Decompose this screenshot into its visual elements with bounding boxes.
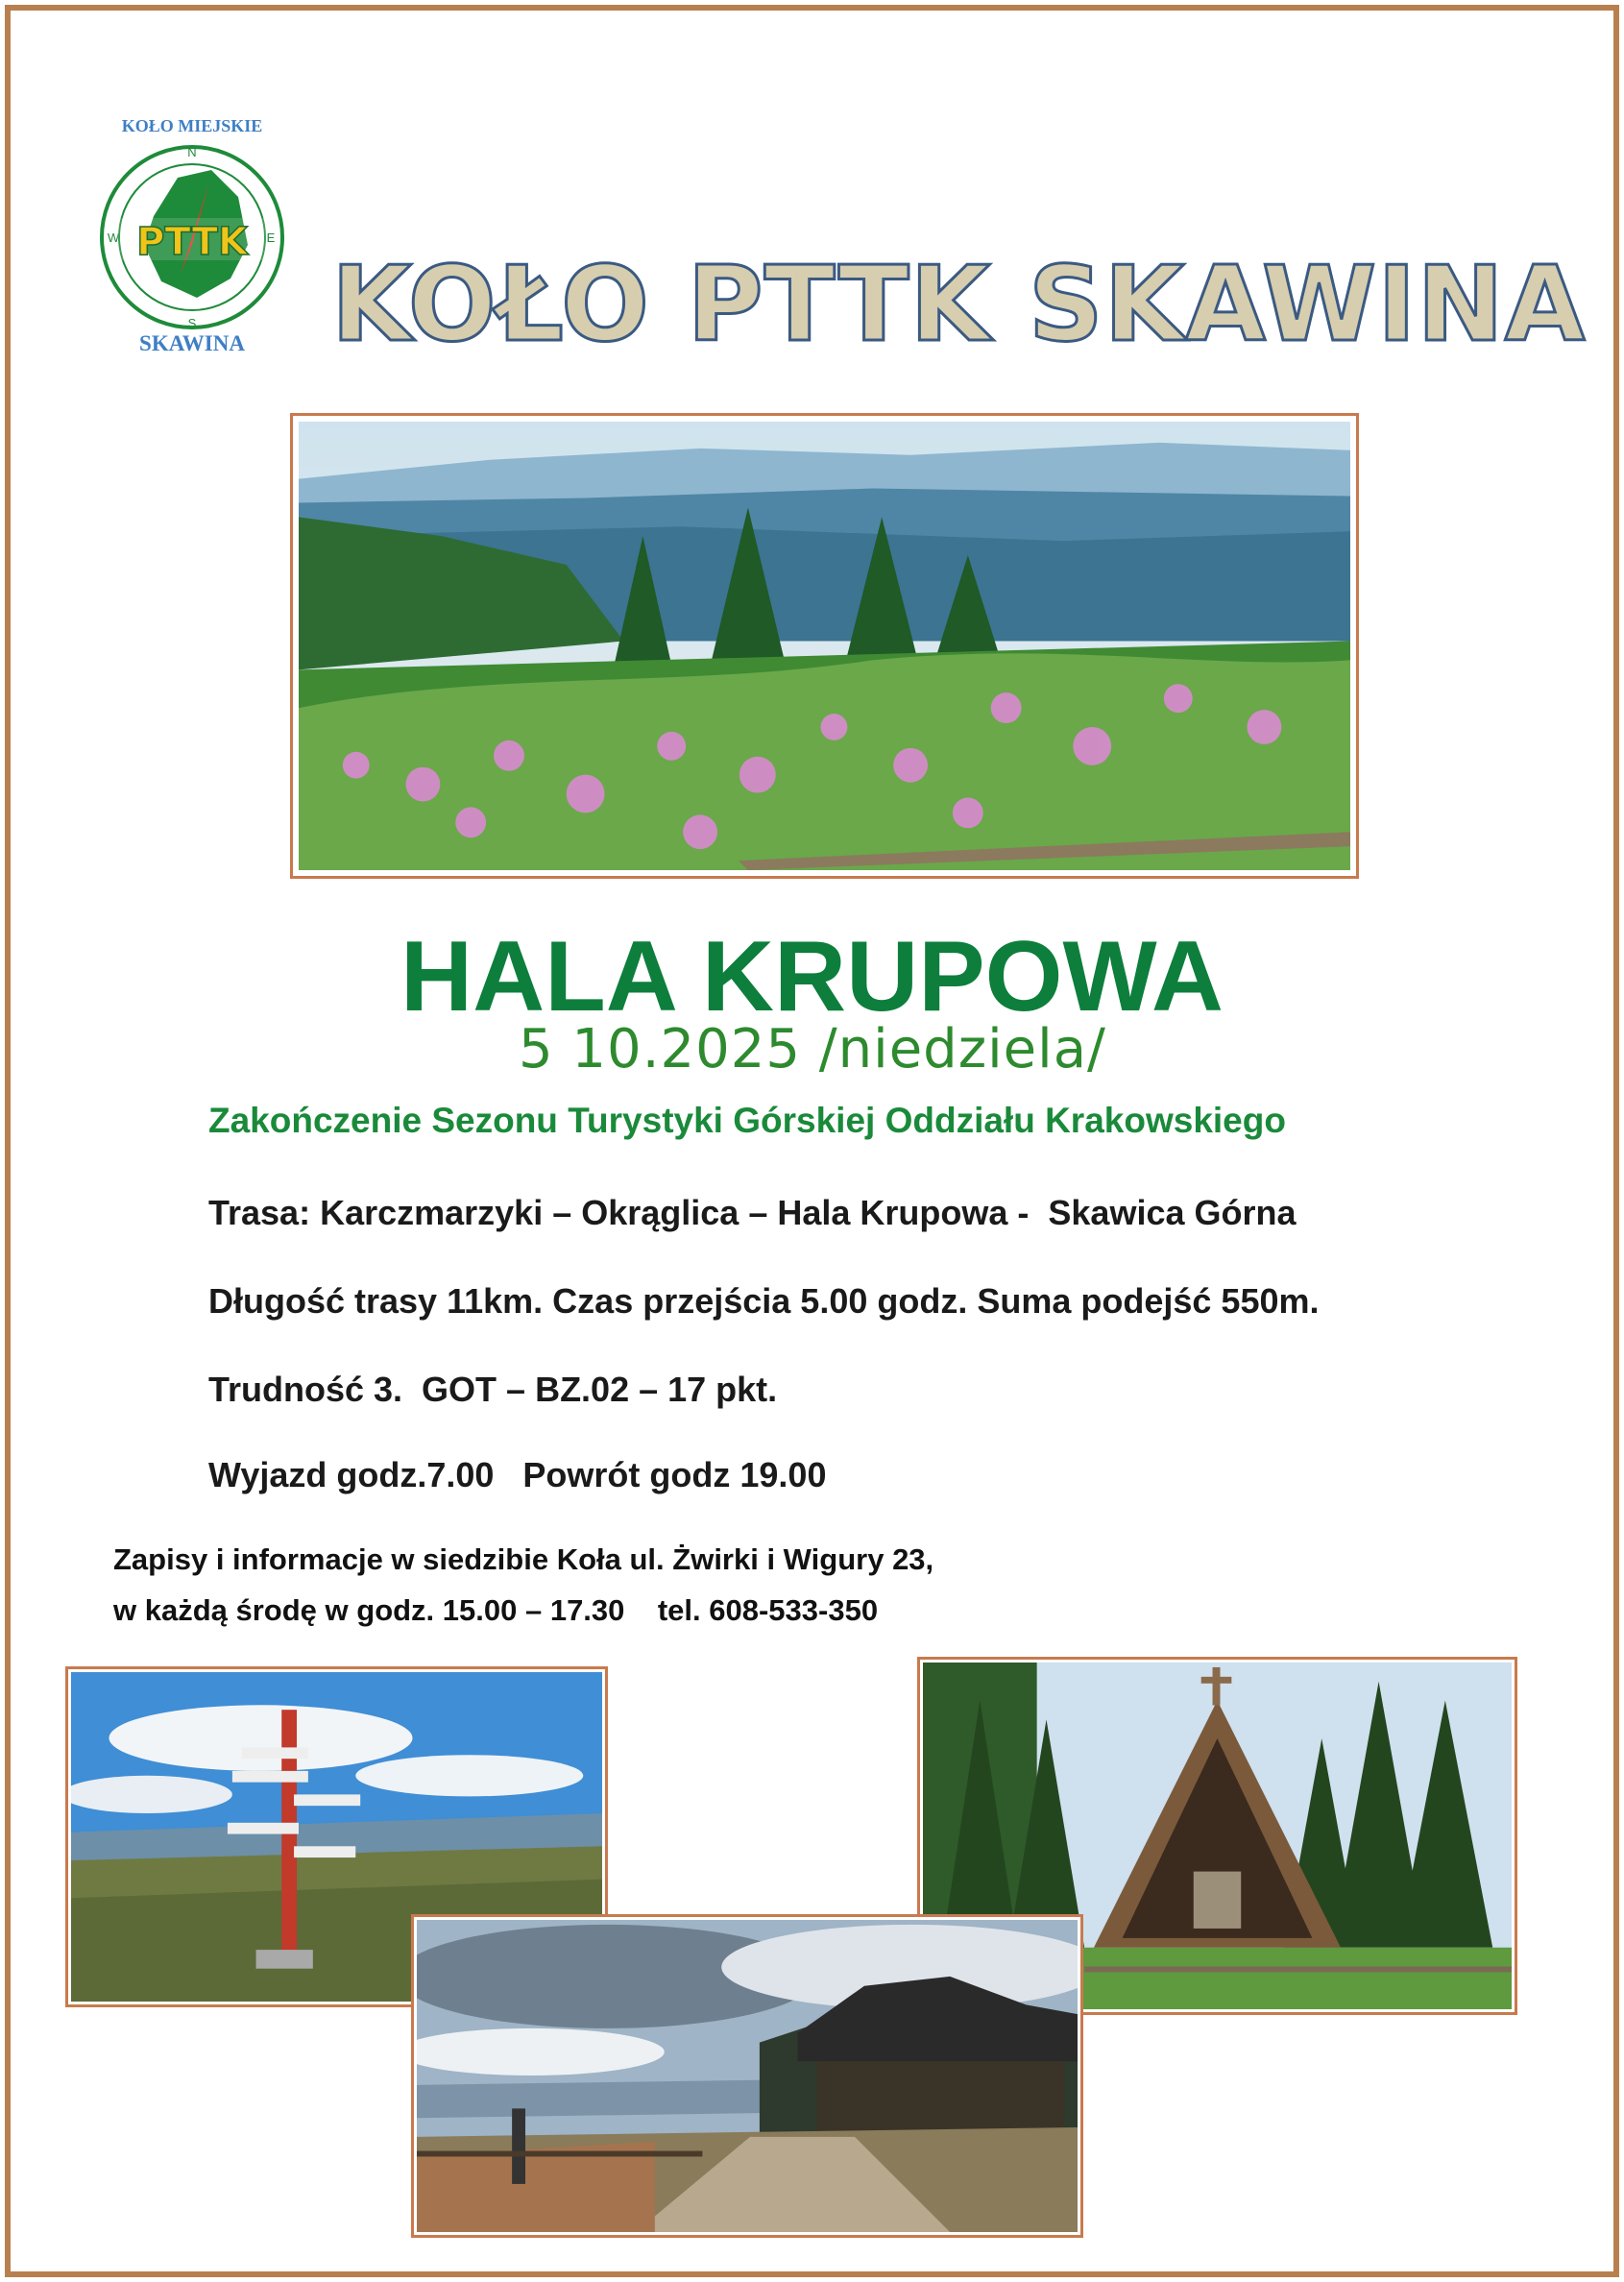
pttk-logo xyxy=(86,110,298,355)
difficulty-info: Trudność 3. GOT – BZ.02 – 17 pkt. xyxy=(208,1370,778,1409)
event-subtitle: Zakończenie Sezonu Turystyki Górskiej Oddziału Krakowskiego xyxy=(208,1101,1286,1140)
route-info: Trasa: Karczmarzyki – Okrąglica – Hala Krupowa - Skawica Górna xyxy=(208,1193,1297,1232)
event-title: HALA KRUPOWA xyxy=(400,921,1224,1032)
times-info: Wyjazd godz.7.00 Powrót godz 19.00 xyxy=(208,1455,827,1494)
svg-text:W: W xyxy=(107,231,120,245)
event-date: 5 10.2025 /niedziela/ xyxy=(519,1018,1106,1080)
svg-text:E: E xyxy=(266,231,276,245)
svg-text:N: N xyxy=(187,145,197,159)
club-title: KOŁO PTTK SKAWINA xyxy=(331,245,1587,365)
logo-top-text: KOŁO MIEJSKIE xyxy=(121,116,263,135)
contact-line-1: Zapisy i informacje w siedzibie Koła ul. Żwirki i Wigury 23, xyxy=(113,1542,934,1576)
hero-landscape-photo xyxy=(290,413,1359,879)
length-info: Długość trasy 11km. Czas przejścia 5.00 godz. Suma podejść 550m. xyxy=(208,1281,1320,1321)
logo-center-text: PTTK xyxy=(136,220,248,264)
contact-line-2: w każdą środę w godz. 15.00 – 17.30 tel. 608-533-350 xyxy=(113,1593,879,1627)
svg-text:S: S xyxy=(187,316,197,330)
logo-bottom-text: SKAWINA xyxy=(139,331,245,355)
mountain-hostel-photo xyxy=(411,1914,1083,2238)
